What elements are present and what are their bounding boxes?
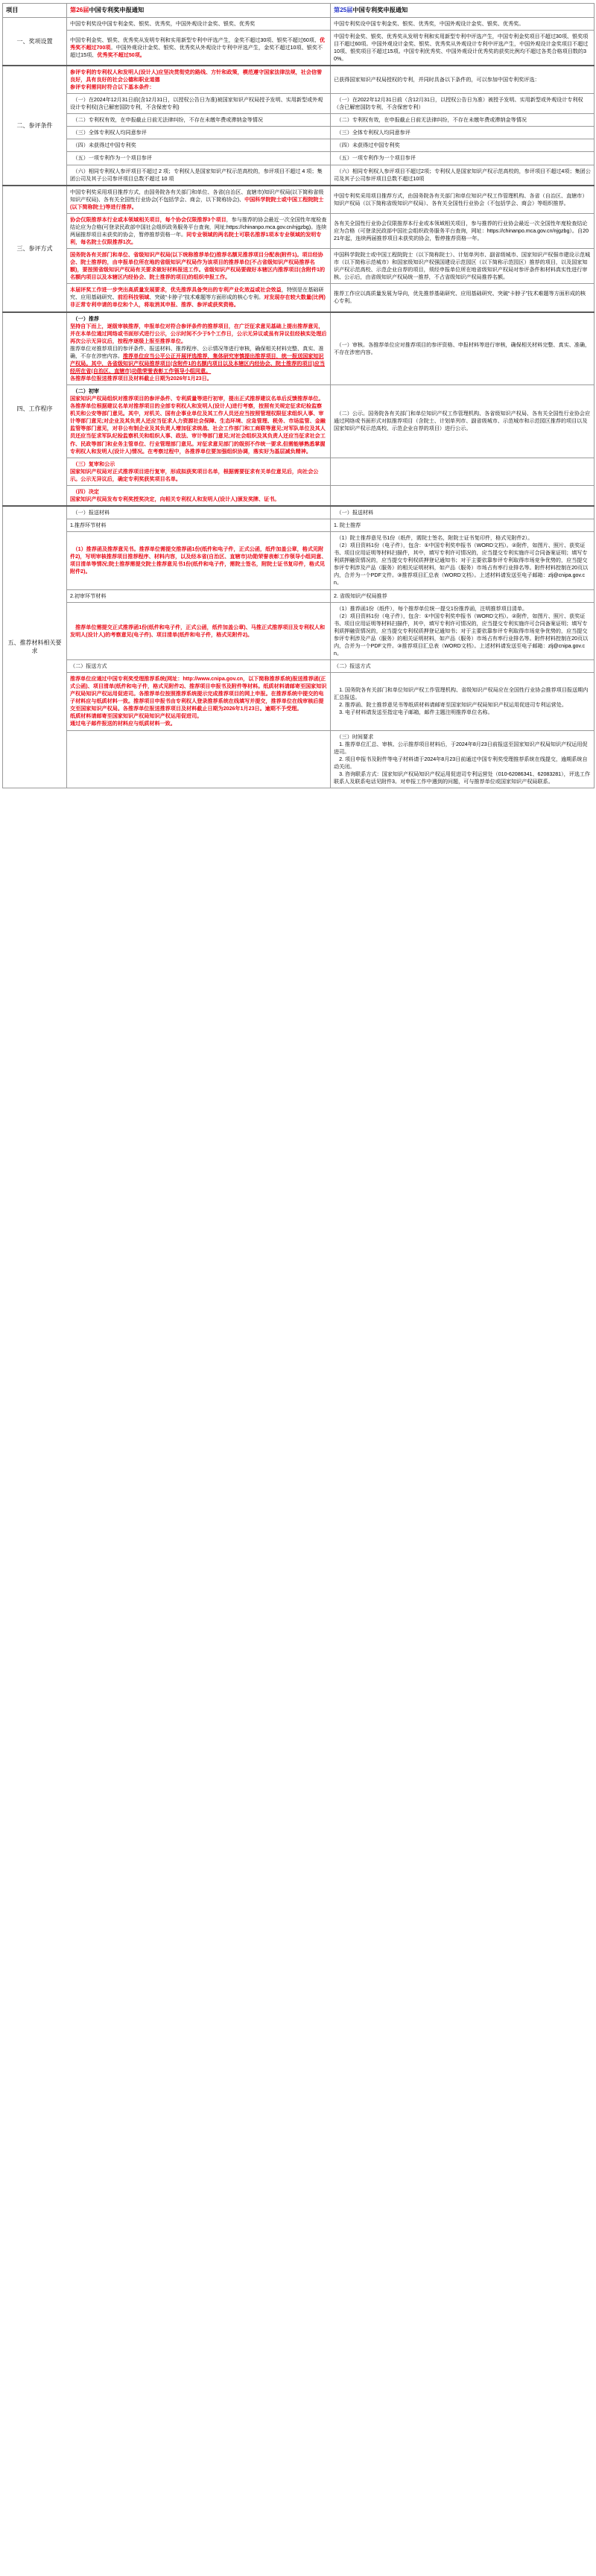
- paragraph: [70, 387, 327, 395]
- text-run: （1）推荐函1份（纸件），每个推荐单位统一提交1份推荐函，注明推荐项目清单。: [334, 605, 528, 612]
- paragraph: [334, 154, 591, 162]
- paragraph: [70, 37, 327, 59]
- paragraph: [334, 741, 591, 756]
- table-row: [3, 66, 595, 94]
- paragraph: [334, 33, 591, 63]
- cell-25th-edition: [331, 249, 595, 284]
- paragraph: [334, 220, 591, 242]
- text-run: （一）报送材料: [334, 509, 374, 516]
- cell-25th-edition: [331, 66, 595, 94]
- paragraph: [334, 592, 591, 600]
- text-run: 本届评奖工作进一步突出高质量发展要求，优先推荐具备突出的专利产业化效益或社会效益: [70, 287, 282, 294]
- text-run: 1. 推荐单位汇总、审核、公示推荐项目材料后，于2024年8月23日前报送至国家知识产权局知识产权运用促进司。: [334, 741, 588, 755]
- paragraph: [334, 542, 591, 586]
- table-row: [3, 213, 595, 248]
- text-run: 2. 推荐函、院士推荐意见书等纸质材料请邮寄至国家知识产权局知识产权运用促进司专利运营处。: [334, 702, 567, 709]
- cell-25th-edition: [331, 127, 595, 139]
- paragraph: [70, 216, 327, 246]
- edition-26-badge: 第26届: [70, 7, 89, 13]
- text-run: 各有关全国性行业协会仅限推荐本行业或本领域相关项目，参与推荐的行业协会最近一次全国性年度检查结论应为合格（可登录民政部中国社会组织政务服务平台查询，网址：https://chinanpo.mca.gov.cn/njgzbg）。自2021年起，连续两届推荐项目未获奖的协会，暂停推荐资格一年。: [334, 220, 589, 241]
- paragraph: [70, 83, 327, 91]
- text-run: 中国科学院院士或中国工程院院士(以下简称院士)等进行推荐。: [70, 196, 324, 210]
- cell-26th-edition: [67, 213, 331, 248]
- text-run: （二）报送方式: [70, 663, 107, 670]
- paragraph: [70, 20, 327, 28]
- table-row: [3, 127, 595, 139]
- section-label-3: 三、参评方式: [3, 186, 67, 312]
- cell-26th-edition: [67, 17, 331, 30]
- paragraph: [70, 286, 327, 308]
- table-row: [3, 114, 595, 127]
- text-run: 。中国外观设计金奖、银奖、优秀奖从外观设计专利中评选产生，金奖不超过10项、银奖不超过15项、: [70, 44, 323, 58]
- text-run: ，参与推荐的协会最近一次全国性年度检查结论应为合格(可登录民政部中国社会组织政务服务平台查询，网址:https://chinanpo.mca.gov.cn/njgzbg)。连续两届推荐项目未获奖的协会，暂停推荐资格一年。: [70, 216, 327, 238]
- text-run: （四）决定: [70, 488, 100, 495]
- cell-25th-edition: [331, 485, 595, 506]
- text-run: ，特别是在基础研究、应用基础研究、: [70, 287, 324, 301]
- paragraph: [70, 69, 327, 83]
- cell-25th-edition: [331, 506, 595, 519]
- table-row: [3, 284, 595, 312]
- section-label-2: 二、参评条件: [3, 66, 67, 186]
- paragraph: [70, 468, 327, 483]
- cell-25th-edition: [331, 385, 595, 458]
- cell-25th-edition: [331, 94, 595, 114]
- paragraph: [70, 461, 327, 468]
- table-row: [3, 94, 595, 114]
- text-run: （2）项目资料1份（电子件），包含：①中国专利奖申报书（WORD文档）。②附件，如图片、照片、获奖证书、项目应用证明等材料扫描件，其中，填写专利许可情况的，应当提交专利实施许可合同备案证明；填写专利质押融资情况的，应当提交专利权质押登记通知书；对于主要依靠参评专利取得市场竞争优势的，应当提交参评专利涉及产品（服务）的相关证明材料，如产品（服务）市场占有率行业排名等。附件材料控制在20页以内，合并为一个PDF文件。③推荐项目汇总表（WORD文档）。上述材料请发送至电子邮箱：zlj@cnipa.gov.cn。: [334, 613, 589, 656]
- text-run: （1）推荐函及推荐意见书。推荐单位需提交推荐函1份(纸件和电子件，正式公函，纸件加盖公章，格式见附件2)，写明审核推荐项目推荐程序、材料内容，以及经本省(自治区、直辖市)功勋荣誉表彰工作领导小组同意、项目清单等情况;院士推荐需提交院士推荐意见书1份(纸件和电子件，需院士签名，附院士证书复印件，格式见附件2)。: [70, 546, 327, 575]
- paragraph: [334, 290, 591, 305]
- paragraph: [334, 116, 591, 124]
- paragraph: [70, 675, 327, 712]
- paragraph: [334, 20, 591, 28]
- cell-25th-edition: [331, 589, 595, 602]
- cell-26th-edition: [67, 532, 331, 589]
- text-run: （二）公示。国务院各有关部门和单位知识产权工作管理机构、各省级知识产权局、各有关全国性行业协会应通过网络或书面形式对拟推荐项目（含院士、计划单列市、副省级城市、示范城市和示范园区推荐的项目以及国家知识产权示范高校、示范企业自荐的项目）进行公示。: [334, 411, 591, 432]
- paragraph: [70, 375, 327, 382]
- table-row: [3, 30, 595, 66]
- text-run: （一）审核。各推荐单位应对推荐项目的参评资格、申报材料等进行审核，确保相关材料完整、真实、准确，不存在涉密内容。: [334, 341, 591, 355]
- cell-26th-edition: [67, 139, 331, 152]
- cell-25th-edition: [331, 519, 595, 532]
- text-run: （二）初审: [70, 388, 100, 395]
- cell-25th-edition: [331, 312, 595, 385]
- text-run: 各推荐单位根据建议名单对推荐项目的全部专利权人和发明人(设计人)进行考察，按照有关规定征求纪检监察机关和公安等部门意见。其中，对机关、国有企事业单位及其工作人员还应当按照管理权限征求组织人事、审计等部门意见;对企业及其负责人还应当征求人力资源社会保障、生态环境、应急管理、税务、市场监管、金融监管等部门意见，对非公有制企业及其负责人增加征求统战、社会工作部门和工商联等意见;对军队单位及其人员还应当征求军队纪检监察机关和组织人事、政法、审计等部门意见;对社会组织及其负责人还应当征求社会工作、民政等部门和业务主管单位、行业管理部门意见。对征求意见部门的级别不作统一要求,但需能够熟悉掌握专利权人和发明人(设计人)情况。在考察过程中，各推荐单位要加强组织协调，落实好为基层减负精神。: [70, 403, 326, 455]
- paragraph: [334, 129, 591, 136]
- table-row: [3, 458, 595, 485]
- paragraph: [70, 129, 327, 136]
- text-run: 2. 省级知识产权局推荐: [334, 592, 387, 599]
- text-run: 1. 院士推荐: [334, 522, 361, 529]
- cell-26th-edition: [67, 385, 331, 458]
- section-label-1: 一、奖项设置: [3, 17, 67, 66]
- table-row: [3, 660, 595, 673]
- paragraph: [70, 592, 327, 600]
- paragraph: [70, 189, 327, 211]
- paragraph: [70, 315, 327, 323]
- paragraph: [334, 168, 591, 183]
- cell-25th-edition: [331, 186, 595, 214]
- section-label-5: 五、推荐材料相关要求: [3, 506, 67, 788]
- text-run: 1.推荐环节材料: [70, 522, 107, 529]
- cell-26th-edition: [67, 602, 331, 659]
- text-run: （五）一项专利作为一个项目参评: [70, 155, 152, 162]
- text-run: 国家知识产权局组织对推荐项目的参评条件、专利质量等进行初审，提出正式推荐建议名单后反馈推荐单位。: [70, 396, 324, 402]
- paragraph: [334, 410, 591, 432]
- paragraph: [334, 686, 591, 701]
- text-run: （一）在2024年12月31日前(含12月31日，以授权公告日为准)被国家知识产权局授予发明、实用新型或外观设计专利权(含已解密国防专利，不含保密专利): [70, 97, 323, 111]
- paragraph: [334, 96, 591, 111]
- paragraph: [334, 733, 591, 741]
- cell-25th-edition: [331, 284, 595, 312]
- paragraph: [334, 522, 591, 529]
- table-row: [3, 730, 595, 788]
- text-run: 参评专利的专利权人和发明人(设计人)应坚决贯彻党的路线、方针和政策，模范遵守国家法律法规，社会信誉良好，具有良好的社会公德和职业道德: [70, 69, 323, 83]
- table-row: [3, 485, 595, 506]
- table-row: [3, 139, 595, 152]
- cell-26th-edition: [67, 458, 331, 485]
- cell-25th-edition: [331, 165, 595, 186]
- text-run: （三）时间要求: [334, 733, 374, 740]
- paragraph: [334, 251, 591, 281]
- cell-26th-edition: [67, 114, 331, 127]
- text-run: （五）一项专利作为一个项目参评: [334, 155, 416, 162]
- paragraph: [70, 251, 327, 281]
- paragraph: [334, 76, 591, 83]
- paragraph: [70, 402, 327, 455]
- table-row: [3, 186, 595, 214]
- paragraph: [334, 662, 591, 670]
- text-run: （一）在2022年12月31日前（含12月31日，以授权公告日为准）被授予发明、实用新型或外观设计专利权（含已解密国防专利，不含保密专利）: [334, 97, 583, 111]
- text-run: 推荐工作应以高质量发展为导向，优先推荐基础研究、应用基础研究、突破“卡脖子”技术难题等方面形成的核心专利。: [334, 291, 586, 305]
- text-run: 前沿科技领域: [117, 294, 150, 301]
- paragraph: [334, 770, 591, 785]
- edition-26-title: 中国专利奖申报通知: [89, 7, 145, 13]
- text-run: 对发现存在较大数量(比例)非正常专利申请的单位和个人，将取消其申报、推荐、参评或获奖资格。: [70, 294, 326, 308]
- paragraph: [70, 116, 327, 124]
- cell-25th-edition: [331, 30, 595, 66]
- paragraph: [70, 624, 327, 639]
- paragraph: [70, 154, 327, 162]
- table-row: [3, 312, 595, 385]
- header-cell-26th: [67, 4, 331, 18]
- cell-26th-edition: [67, 506, 331, 519]
- text-run: 优秀奖不超过50项。: [97, 51, 145, 58]
- text-run: 3. 咨询联系方式：国家知识产权局知识产权运用促进司专利运营处（010-62086341、62083281），评选工作联系人及联系电话见附件3。对申报工作中遇到的问题，可与推荐单位或国家知识产权局联系。: [334, 770, 591, 785]
- cell-26th-edition: [67, 589, 331, 602]
- text-run: 中国专利金奖、银奖、优秀奖从发明专利和实用新型专利中评选产生，中国专利金奖项目不超过30项、银奖项目不超过60项。中国外观设计金奖、银奖、优秀奖从外观设计专利中评选产生，中国外观设计金奖项目不超过10项、银奖项目不超过15项。中国专利优秀奖、中国外观设计优秀奖的获奖比例均不超过各类合格项目数的30%。: [334, 33, 589, 62]
- table-row: [3, 602, 595, 659]
- cell-26th-edition: [67, 249, 331, 284]
- comparison-document: [0, 0, 596, 793]
- text-run: （2）项目资料1份（电子件），包含：①中国专利奖申报书（WORD文档）。②附件，如图片、照片、获奖证书、项目应用证明等材料扫描件，其中，填写专利许可情况的，应当提交专利实施许可合同备案证明；填写专利质押融资情况的，应当提交专利权质押登记通知书；对于主要依靠参评专利取得市场竞争优势的，应当提交参评专利涉及产品（服务）的相关证明材料，如产品（服务）市场占有率行业排名等。附件材料控制在20页以内，合并为一个PDF文件。③推荐项目汇总表（WORD文档）。上述材料请发送至电子邮箱：zlj@cnipa.gov.cn。: [334, 542, 589, 586]
- cell-26th-edition: [67, 66, 331, 94]
- table-row: [3, 152, 595, 165]
- table-header-row: [3, 4, 595, 18]
- text-run: 各推荐单位报送推荐项目及材料截止日期为2026年1月23日。: [70, 376, 212, 382]
- text-run: 推荐单位应当公平公正开展评选推荐，集体研究审慎提出推荐项目，统一报送国家知识产权局。其中，各省级知识产权局推荐项目(含附件1的名额内项目以及本辖区内经协会、院士推荐的项目)应当经所在省(自治区、直辖市)功勋荣誉表彰工作领导小组同意。: [70, 352, 326, 374]
- text-run: 坚持自下而上，逐级审核推荐，申报单位对符合参评条件的推荐项目，在广泛征求意见基础上提出推荐意见，并在本单位通过网络或书面形式进行公示，公示时间不少于5个工作日，公示无异议或虽有异议但经核实处理后再次公示无异议后，按程序逐级上报至推荐单位。: [70, 323, 327, 344]
- paragraph: [70, 720, 327, 727]
- cell-25th-edition: [331, 730, 595, 788]
- paragraph: [334, 756, 591, 770]
- paragraph: [334, 613, 591, 657]
- text-run: 通过电子邮件报送的材料应与纸质材料一致。: [70, 721, 176, 727]
- text-run: 、突破“卡脖子”技术难题等方面形成的核心专利。: [149, 294, 264, 301]
- cell-26th-edition: [67, 284, 331, 312]
- header-cell-25th: [331, 4, 595, 18]
- paragraph: [334, 341, 591, 356]
- text-run: 1. 国务院各有关部门和单位知识产权工作管理机构、省级知识产权局应在全国性行业协会推荐项目报送期内汇总报送。: [334, 687, 589, 701]
- paragraph: [70, 522, 327, 529]
- text-run: （二）专利权有效，在申报截止日前无法律纠纷，不存在未缴年费或滞纳金等情况: [334, 117, 527, 124]
- cell-26th-edition: [67, 165, 331, 186]
- paragraph: [334, 509, 591, 516]
- cell-26th-edition: [67, 485, 331, 506]
- cell-26th-edition: [67, 30, 331, 66]
- cell-26th-edition: [67, 186, 331, 214]
- paragraph: [70, 488, 327, 496]
- text-run: （一）报送材料: [70, 509, 110, 516]
- text-run: 中国科学院院士或中国工程院院士（以下简称院士）、计划单列市、副省级城市、国家知识产权强市建设示范城市（以下简称示范城市）和国家级知识产权强国建设示范园区（以下简称示范园区）推荐的项目，以及国家知识产权示范高校、示范企业自荐的项目，须经申报单位所在地省级知识产权局对参评条件和材料真实性进行审核、公示后，由省级知识产权局统一推荐，不占省级知识产权局推荐名额。: [334, 252, 591, 281]
- text-run: （二）报送方式: [334, 663, 371, 670]
- cell-26th-edition: [67, 152, 331, 165]
- cell-25th-edition: [331, 152, 595, 165]
- text-run: 推荐单位需提交正式推荐函1份(纸件和电子件，正式公函，纸件加盖公章)、马推正式推荐项目及专利权人和发明人(设计人)的考察意见(电子件)、项目清单(纸件和电子件，格式见附件2)。: [70, 624, 326, 638]
- paragraph: [70, 96, 327, 111]
- table-row: [3, 673, 595, 730]
- text-run: （三）全体专利权人均同意参评: [70, 130, 147, 136]
- table-row: [3, 506, 595, 519]
- table-row: [3, 519, 595, 532]
- cell-26th-edition: [67, 730, 331, 788]
- cell-25th-edition: [331, 673, 595, 730]
- text-run: （四）未获得过中国专利奖: [334, 142, 400, 149]
- cell-25th-edition: [331, 139, 595, 152]
- paragraph: [334, 142, 591, 149]
- cell-25th-edition: [331, 458, 595, 485]
- paragraph: [70, 395, 327, 402]
- cell-25th-edition: [331, 660, 595, 673]
- text-run: 中国专利奖设中国专利金奖、银奖、优秀奖，中国外观设计金奖、银奖、优秀奖。: [334, 20, 524, 27]
- table-row: [3, 532, 595, 589]
- text-run: 2.初审环节材料: [70, 592, 107, 599]
- text-run: 中国专利奖采用项目推荐方式，由国务院各有关部门和单位知识产权工作管理机构、各省（自治区、直辖市）知识产权局（以下简称省级知识产权局）、各有关全国性行业协会（不包括学会、商会）等组织推荐。: [334, 192, 588, 206]
- text-run: 3. 电子材料请发送至指定电子邮箱，邮件主题注明推荐单位名称。: [334, 709, 493, 716]
- paragraph: [70, 323, 327, 345]
- paragraph: [334, 605, 591, 613]
- paragraph: [70, 509, 327, 516]
- text-run: 参评专利需同时符合以下基本条件：: [70, 84, 155, 91]
- paragraph: [334, 192, 591, 207]
- header-cell-item: 项目: [3, 4, 67, 18]
- edition-25-title: 中国专利奖申报通知: [352, 7, 408, 13]
- text-run: 已获得国家知识产权局授权的专利，并同时具备以下条件的，可以参加中国专利奖评选：: [334, 77, 540, 83]
- text-run: （六）相同专利权人参评项目不超过 2 项；专利权人是国家知识产权示范高校的，参评项目不超过 4 项；集团公司及其子公司参评项目总数不超过 10 项: [70, 168, 323, 182]
- cell-25th-edition: [331, 17, 595, 30]
- text-run: （二）专利权有效，在申报截止日前无法律纠纷，不存在未缴年费或滞纳金等情况: [70, 117, 263, 124]
- text-run: 协会仅限推荐本行业或本领域相关项目，每个协会仅限推荐3个项目: [70, 216, 226, 223]
- paragraph: [70, 345, 327, 375]
- text-run: （六）相同专利权人参评项目不超过2项；专利权人是国家知识产权示范高校的，参评项目不超过4项；集团公司及其子公司参评项目总数不超过10项: [334, 168, 591, 182]
- cell-26th-edition: [67, 127, 331, 139]
- cell-26th-edition: [67, 94, 331, 114]
- paragraph: [334, 534, 591, 542]
- cell-25th-edition: [331, 532, 595, 589]
- text-run: 同专业领域的两名院士可联名推荐1项本专业领域的发明专利，每名院士仅限推荐1次。: [70, 231, 322, 246]
- text-run: （四）未获得过中国专利奖: [70, 142, 136, 149]
- text-run: 推荐单位应通过中国专利奖受理推荐系统(网址：http://www.cnipa.gov.cn，以下简称推荐系统)报送推荐函(正式公函)、项目清单(纸件和电子件，格式见附件2)、推荐项目申报书及附件等材料。纸质材料请邮寄至国家知识产权局知识产权运用促进司。各推荐单位按照推荐系统提示完成推荐项目的网上申报。在推荐系统中提交的电子材料应与纸质材料一致。推荐项目申报书由专利权人登录推荐系统在线填写并提交，推荐单位在线审核后提交至国家知识产权局。各推荐单位报送推荐项目及材料截止日期为2026年1月23日。逾期不予受理。: [70, 676, 327, 712]
- text-run: 中国专利奖设中国专利金奖、银奖、优秀奖，中国外观设计金奖、银奖、优秀奖: [70, 20, 256, 27]
- text-run: 推荐单位对推荐项目的参评条件、报送材料、推荐程序、公示情况等进行审核，确保相关材料完整、真实、准确，不存在涉密内容。: [70, 345, 324, 359]
- table-row: [3, 249, 595, 284]
- table-body: [3, 4, 595, 788]
- table-row: [3, 17, 595, 30]
- cell-25th-edition: [331, 602, 595, 659]
- cell-26th-edition: [67, 660, 331, 673]
- text-run: 国家知识产权局对正式推荐项目进行复审，形成拟获奖项目名单，根据需要征求有关单位意见后，向社会公示。公示无异议后，确定专利奖获奖项目名单。: [70, 468, 319, 482]
- text-run: 国务院各有关部门和单位、省级知识产权局(以下统称推荐单位)推荐名额见推荐项目分配表(附件1)。项目经协会、院士推荐的，由申报单位所在地的省级知识产权局作为该项目的推荐单位(不占省级知识产权局推荐名额)，要按照省级知识产权局有关要求做好材料报送工作。省级知识产权局要做好本辖区内推荐项目(含附件1的名额内项目以及本辖区内经协会、院士推荐的项目)的组织申报工作。: [70, 252, 326, 281]
- text-run: 2. 项目申报书及附件等电子材料请于2024年8月23日前通过中国专利奖受理推荐系统在线提交，逾期系统自动关闭。: [334, 756, 588, 770]
- table-row: [3, 165, 595, 186]
- text-run: （1）院士推荐意见书1份（纸件，需院士签名，附院士证书复印件，格式见附件2）。: [334, 535, 533, 542]
- text-run: 国家知识产权局发布专利奖授奖决定，向相关专利权人和发明人(设计人)颁发奖牌、证书。: [70, 496, 280, 502]
- text-run: 中国专利金奖、银奖、优秀奖从发明专利和实用新型专利中评选产生，金奖不超过30项、银奖不超过60项、: [70, 37, 320, 43]
- paragraph: [334, 701, 591, 709]
- cell-26th-edition: [67, 673, 331, 730]
- paragraph: [70, 142, 327, 149]
- text-run: 纸质材料请邮寄至国家知识产权局知识产权运用促进司。: [70, 713, 203, 720]
- text-run: （三）全体专利权人均同意参评: [334, 130, 410, 136]
- edition-25-badge: 第25届: [334, 7, 353, 13]
- paragraph: [70, 662, 327, 670]
- paragraph: [70, 496, 327, 503]
- paragraph: [70, 545, 327, 575]
- paragraph: [334, 709, 591, 716]
- section-label-4: 四、工作程序: [3, 312, 67, 506]
- text-run: （三）复审和公示: [70, 461, 115, 467]
- cell-26th-edition: [67, 519, 331, 532]
- cell-25th-edition: [331, 114, 595, 127]
- text-run: （一）推荐: [70, 315, 100, 322]
- cell-26th-edition: [67, 312, 331, 385]
- text-run: 优秀奖不超过700项: [70, 37, 326, 51]
- text-run: 中国专利奖采用项目推荐方式，由国务院各有关部门和单位、各省(自治区、直辖市)知识产权局(以下简称省级知识产权局)、各有关全国性行业协会(不包括学会、商会，以下简称协会)、: [70, 189, 324, 203]
- table-row: [3, 589, 595, 602]
- patent-award-comparison-table: [2, 3, 595, 788]
- cell-25th-edition: [331, 213, 595, 248]
- paragraph: [70, 168, 327, 183]
- table-row: [3, 385, 595, 458]
- paragraph: [70, 712, 327, 720]
